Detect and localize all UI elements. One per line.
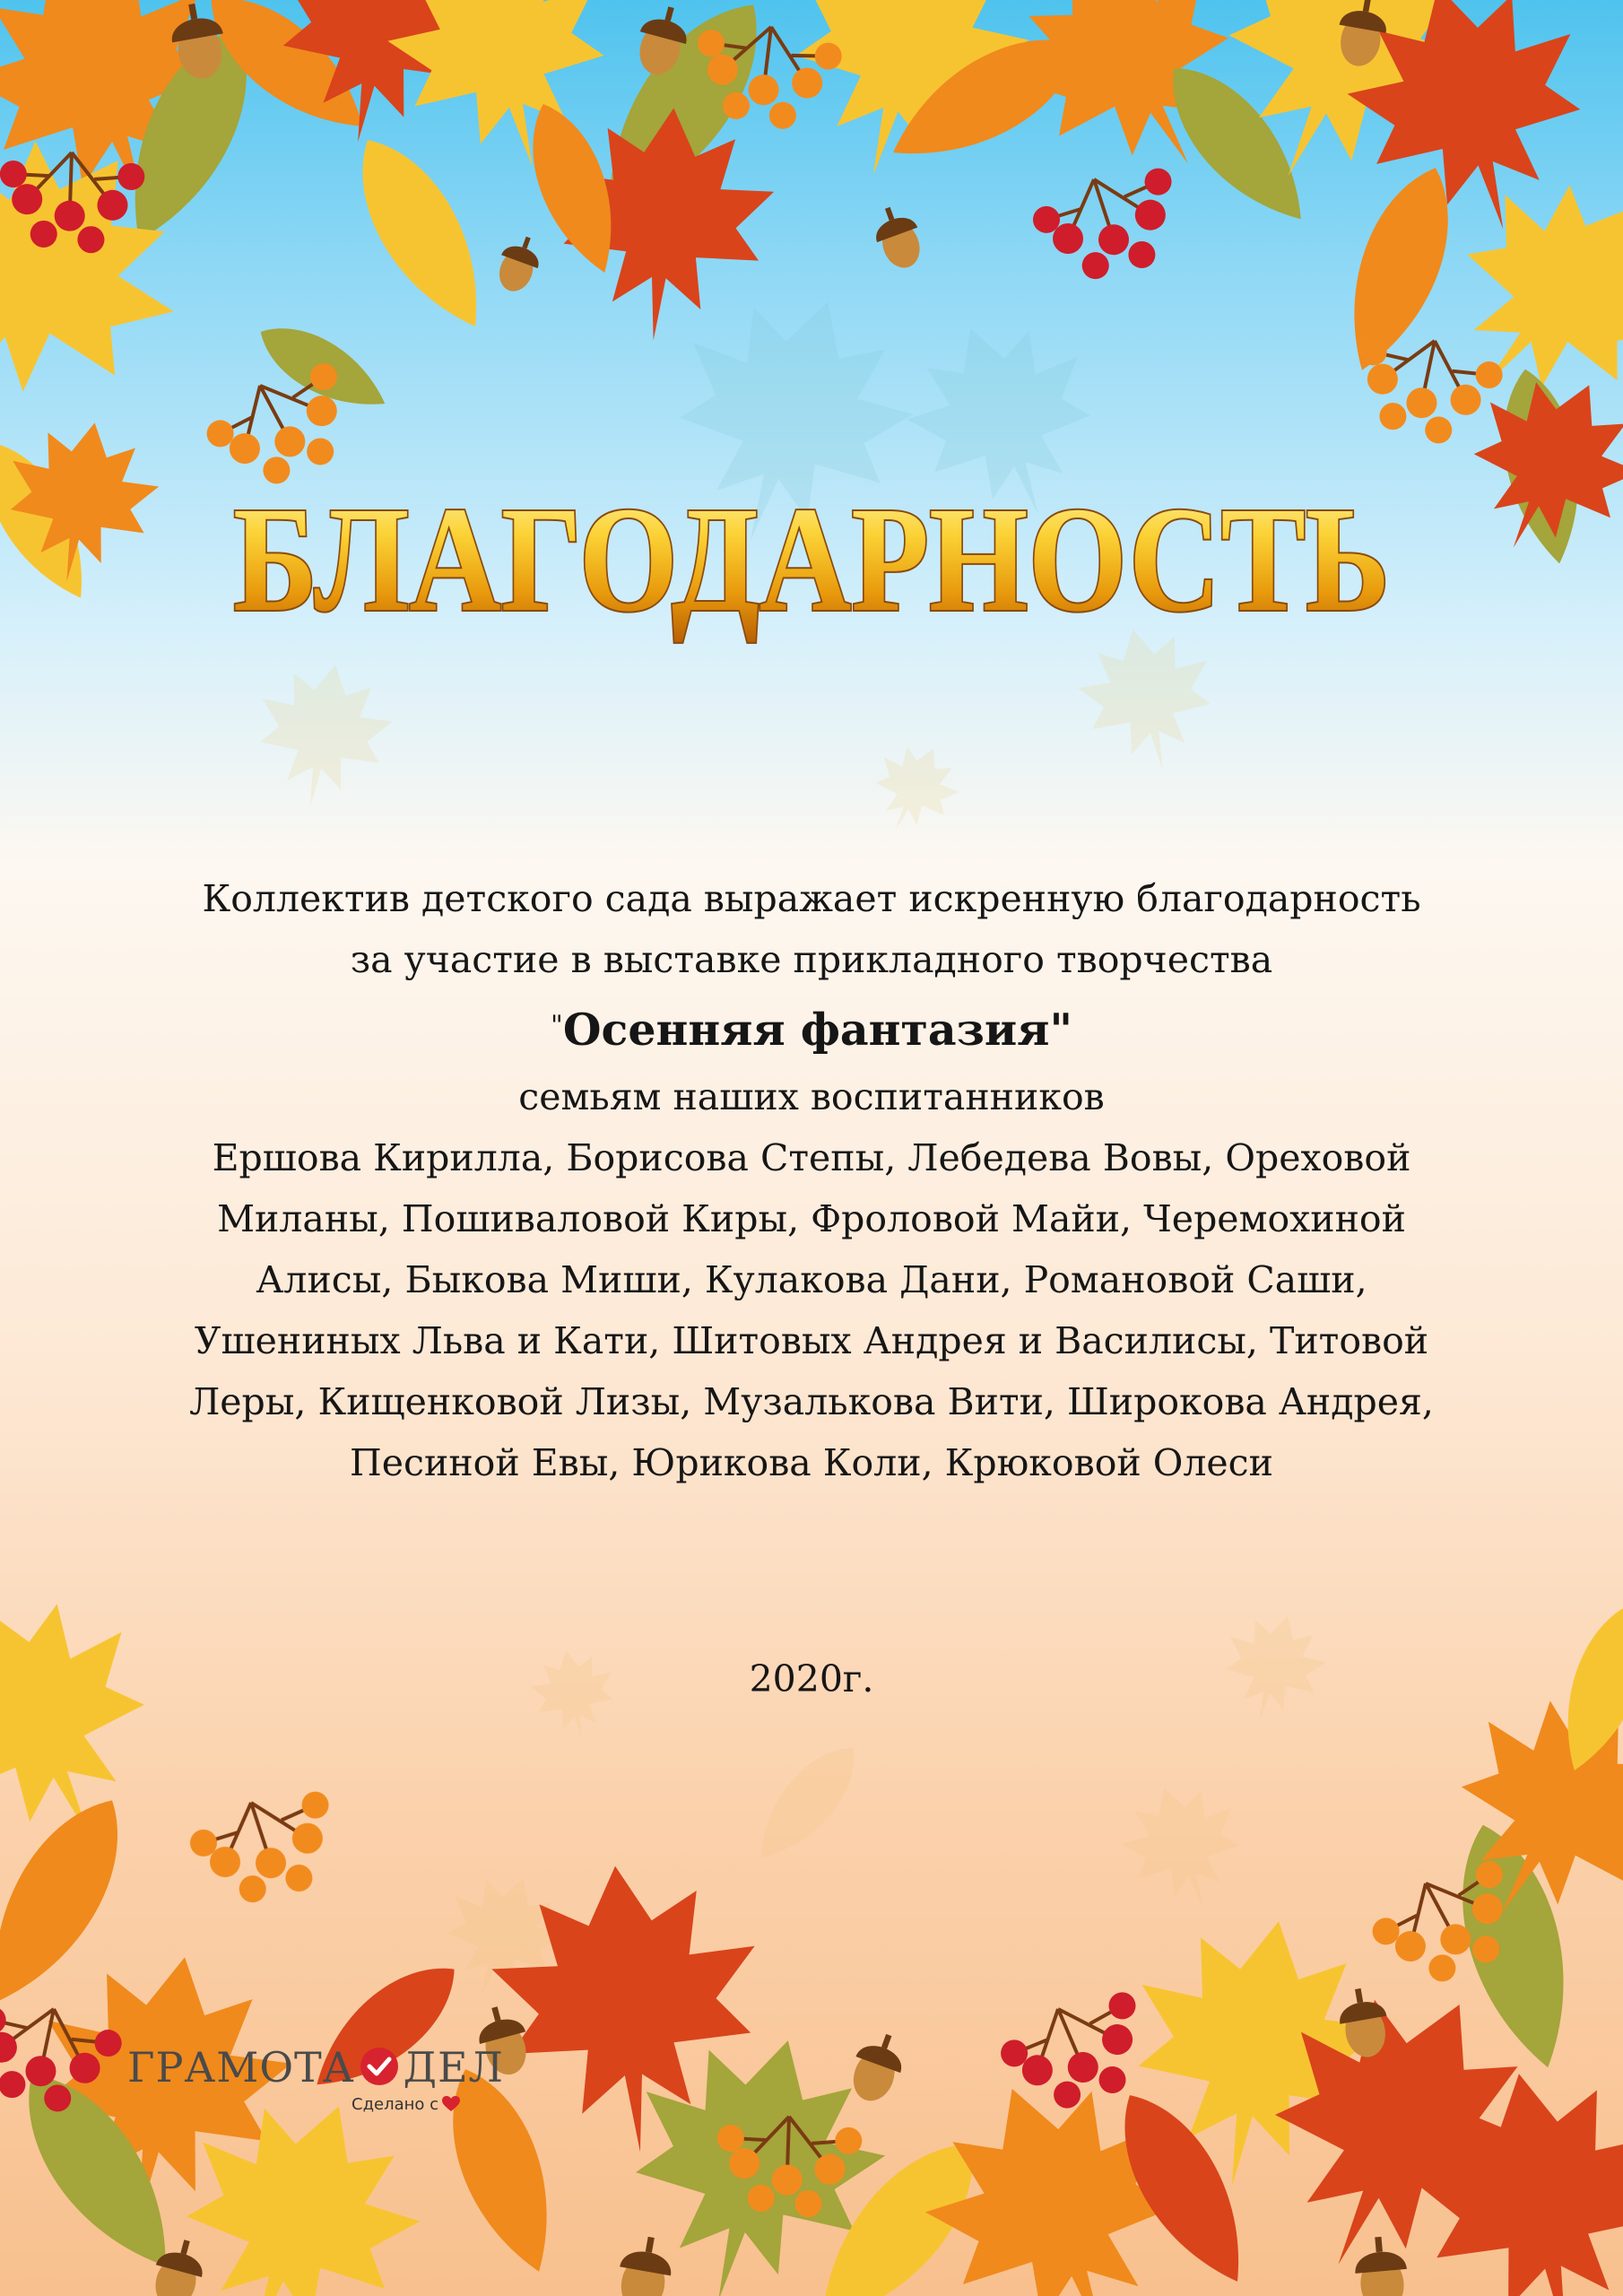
recipients-line-4: Ушениных Льва и Кати, Шитовых Андрея и Василисы, Титовой <box>194 1319 1429 1362</box>
recipients-line-1: Ершова Кирилла, Борисова Степы, Лебедева Вовы, Ореховой <box>212 1136 1411 1179</box>
recipients-intro: семьям наших воспитанников <box>518 1075 1105 1118</box>
certificate-title-text: БЛАГОДАРНОСТЬ <box>233 476 1390 643</box>
gramota-logo <box>127 2043 504 2115</box>
gratitude-line-1: Коллектив детского сада выражает искренную благодарность <box>202 877 1421 920</box>
certificate-year: 2020г. <box>749 1657 874 1700</box>
recipients-line-6: Песиной Евы, Юрикова Коли, Крюковой Олеси <box>350 1441 1273 1484</box>
check-heart-icon <box>359 2046 400 2097</box>
gratitude-line-2: за участие в выставке прикладного творчества <box>350 938 1273 981</box>
event-open-quote: " <box>551 1010 563 1041</box>
certificate-title <box>0 475 1623 646</box>
logo-tagline-text: Сделано с <box>352 2095 439 2114</box>
logo-right-word: ДЕЛ <box>403 2043 504 2092</box>
recipients-line-5: Леры, Кищенковой Лизы, Музалькова Вити, Широкова Андрея, <box>189 1380 1434 1423</box>
event-name: Осенняя фантазия <box>562 1004 1050 1056</box>
logo-wordmark <box>127 2043 504 2097</box>
recipients-line-2: Миланы, Пошиваловой Киры, Фроловой Майи, Черемохиной <box>217 1197 1406 1240</box>
event-title <box>179 990 1444 1066</box>
certificate-body <box>179 868 1444 1493</box>
logo-tagline <box>352 2095 460 2117</box>
recipients-line-3: Алисы, Быкова Миши, Кулакова Дани, Романовой Саши, <box>256 1258 1367 1301</box>
heart-icon <box>442 2096 460 2117</box>
logo-left-word: ГРАМОТА <box>127 2043 355 2092</box>
event-close-quote: " <box>1049 1004 1072 1056</box>
